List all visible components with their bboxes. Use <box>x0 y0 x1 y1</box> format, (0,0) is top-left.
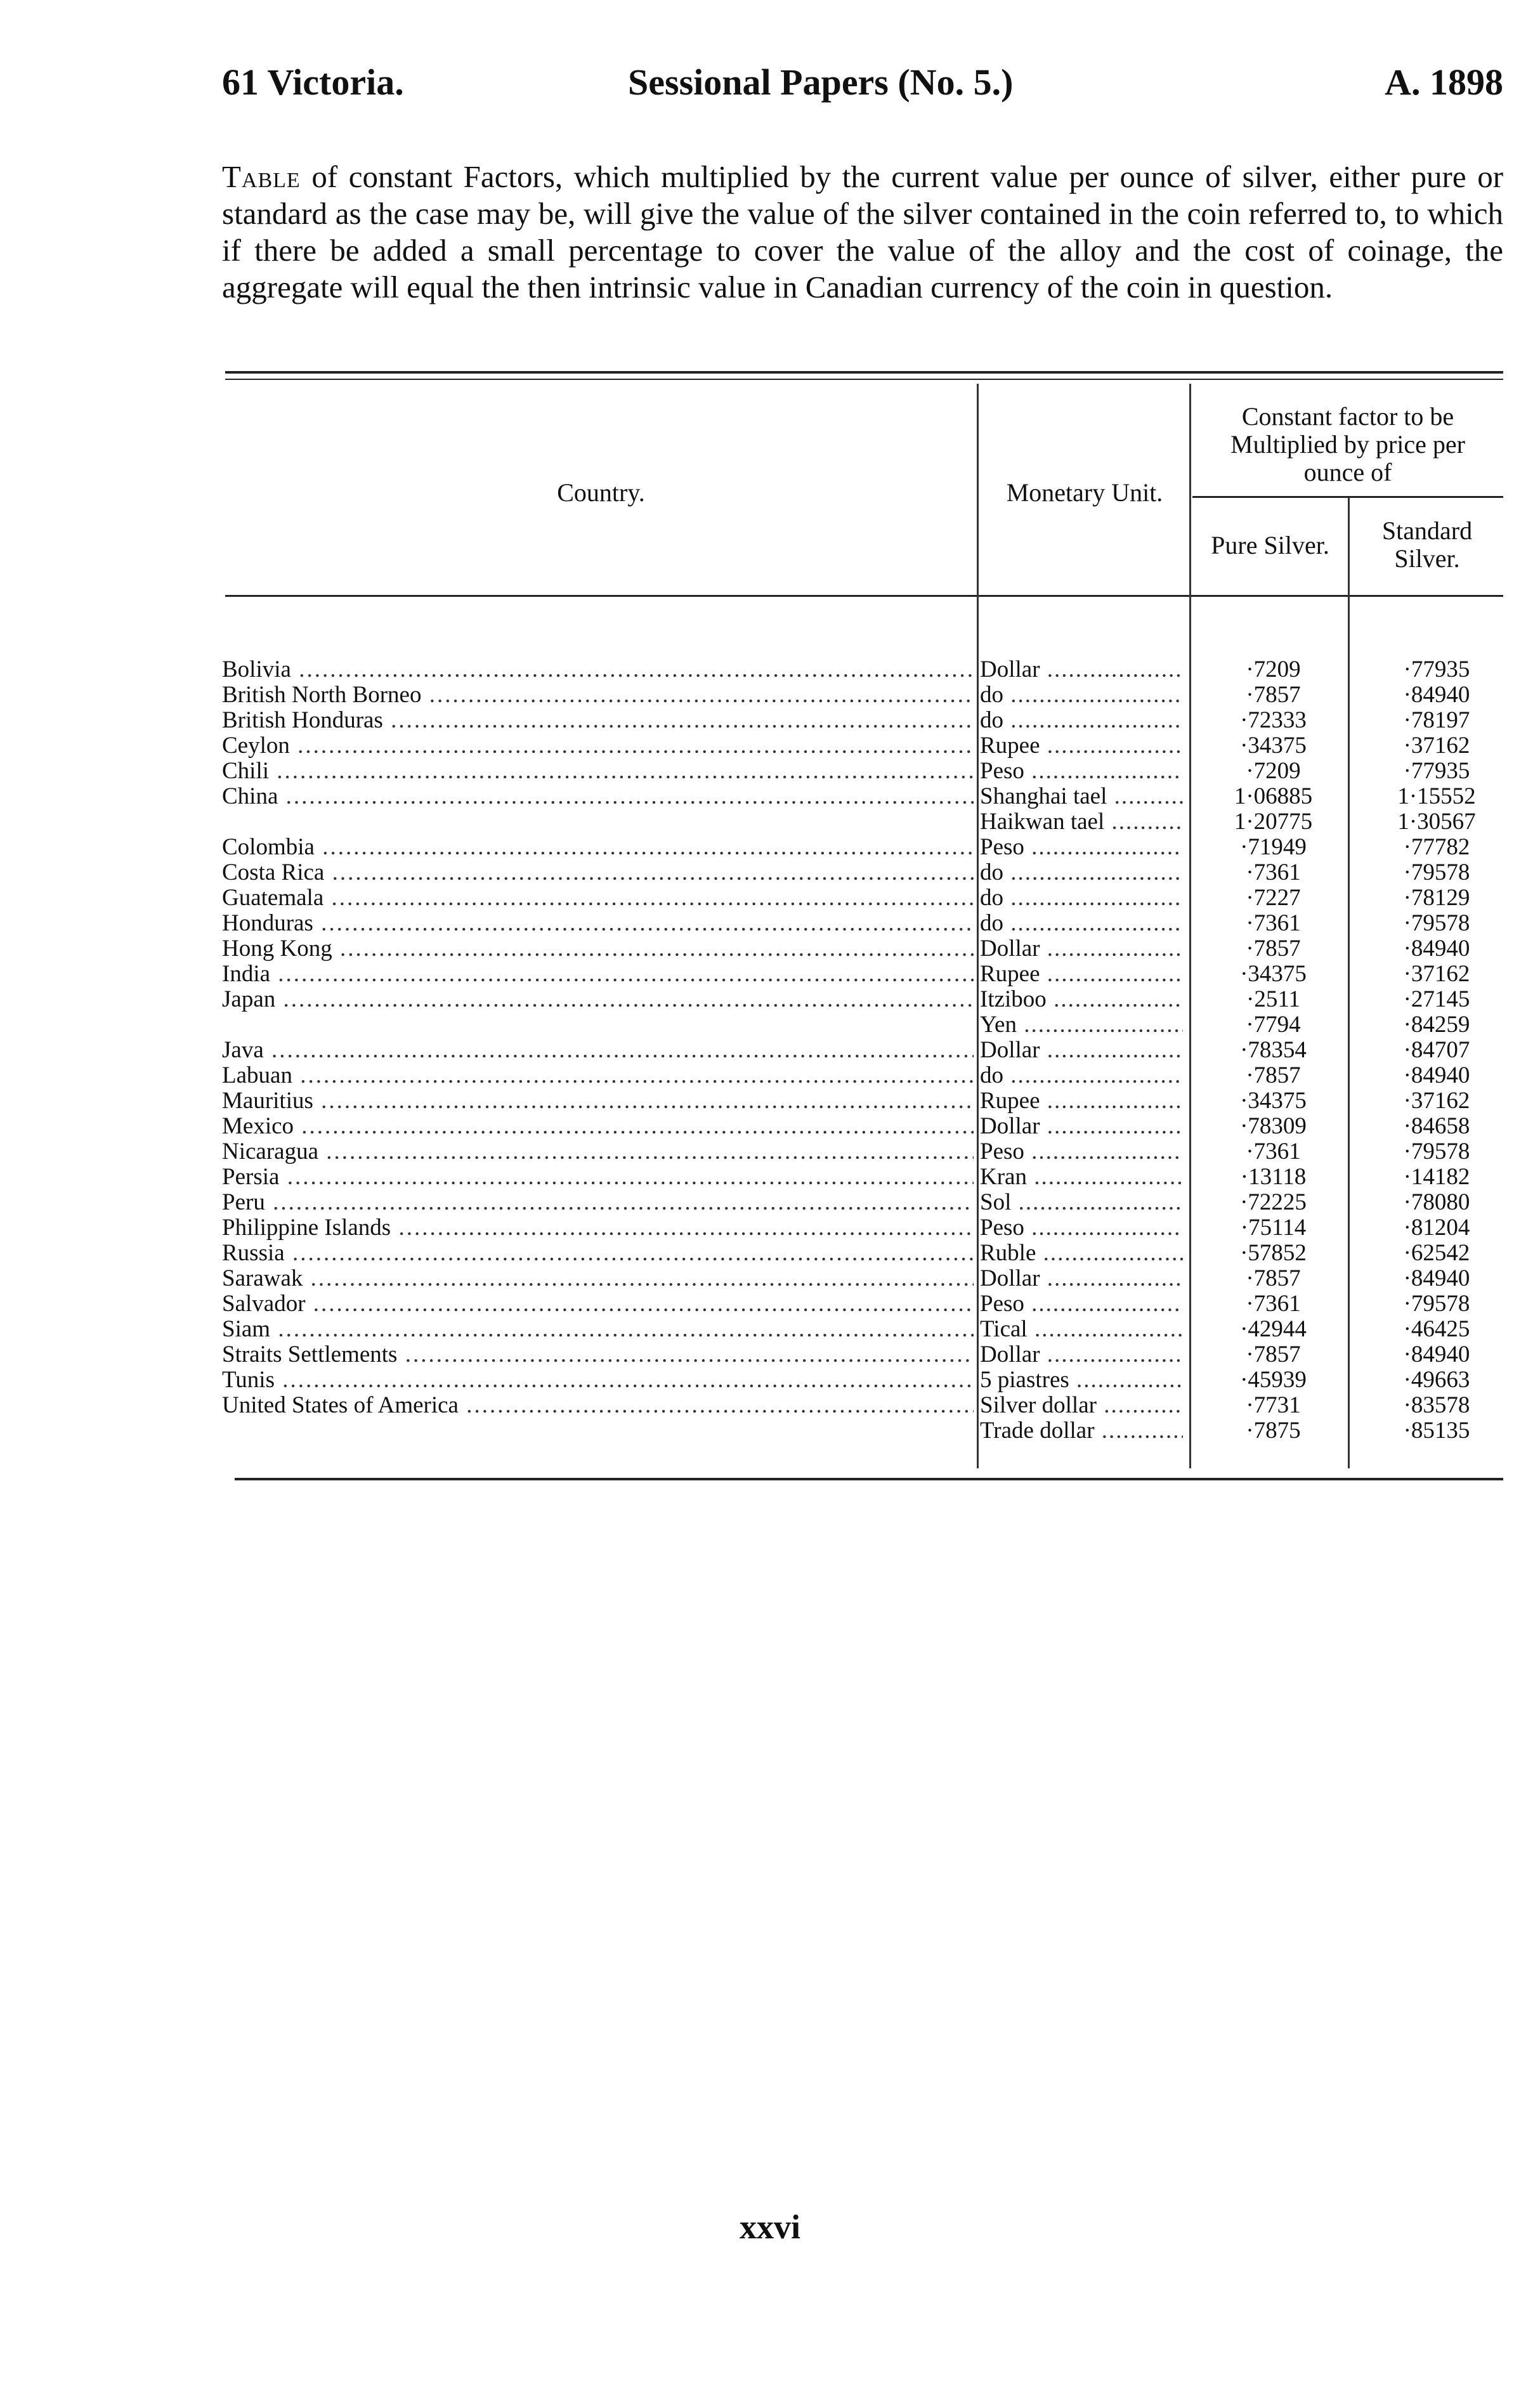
table-row <box>222 1012 1503 1038</box>
table-row <box>222 1165 1503 1190</box>
pure-silver-cell: ·7857 <box>1246 936 1301 962</box>
standard-silver-cell: ·84940 <box>1403 936 1470 962</box>
table-row <box>222 1139 1503 1165</box>
monetary-unit-cell: Peso ..... <box>980 759 1183 784</box>
pure-silver-cell: ·71949 <box>1240 834 1307 860</box>
header-bottom-rule <box>225 595 1503 597</box>
pure-silver-cell: ·13118 <box>1240 1164 1307 1190</box>
standard-silver-cell: 1·30567 <box>1397 809 1476 835</box>
pure-silver-cell: ·42944 <box>1240 1316 1307 1342</box>
table-row <box>222 1114 1503 1139</box>
monetary-unit-cell: Peso ..... <box>980 1215 1183 1241</box>
standard-silver-cell: ·14182 <box>1403 1164 1470 1190</box>
standard-silver-cell: ·84940 <box>1403 1341 1470 1367</box>
country-cell: Colombia ..... <box>222 835 974 860</box>
country-cell: Tunis ..... <box>222 1367 974 1393</box>
country-cell: Mexico ..... <box>222 1114 974 1139</box>
table-bottom-rule <box>235 1478 1503 1480</box>
standard-silver-cell: ·62542 <box>1403 1240 1470 1266</box>
pure-silver-cell: ·7209 <box>1246 758 1301 784</box>
standard-silver-cell: 1·15552 <box>1397 783 1476 809</box>
country-cell: Guatemala ..... <box>222 885 974 911</box>
table-row <box>222 1342 1503 1367</box>
table-top-rule-2 <box>225 379 1503 380</box>
standard-silver-cell: ·77935 <box>1403 758 1470 784</box>
table-row <box>222 809 1503 835</box>
country-cell: Java ..... <box>222 1038 974 1063</box>
table-row <box>222 936 1503 962</box>
country-cell: Russia ..... <box>222 1241 974 1266</box>
pure-silver-cell: ·7361 <box>1246 1291 1301 1317</box>
monetary-unit-cell: Dollar ..... <box>980 936 1183 962</box>
standard-silver-cell: ·84940 <box>1403 1062 1470 1088</box>
standard-silver-cell: ·84940 <box>1403 1265 1470 1291</box>
monetary-unit-cell: Peso ..... <box>980 835 1183 860</box>
pure-silver-cell: ·34375 <box>1240 733 1307 759</box>
pure-silver-cell: ·7361 <box>1246 1139 1301 1165</box>
standard-silver-cell: ·46425 <box>1403 1316 1470 1342</box>
table-row <box>222 1088 1503 1114</box>
country-cell: Hong Kong ..... <box>222 936 974 962</box>
monetary-unit-cell: Dollar ..... <box>980 1342 1183 1367</box>
standard-silver-cell: ·79578 <box>1403 1291 1470 1317</box>
pure-silver-cell: 1·06885 <box>1234 783 1313 809</box>
country-cell: Salvador ..... <box>222 1291 974 1317</box>
table-row <box>222 1241 1503 1266</box>
monetary-unit-cell: Peso ..... <box>980 1139 1183 1165</box>
standard-silver-cell: ·37162 <box>1403 1088 1470 1114</box>
table-row <box>222 708 1503 733</box>
country-cell: Mauritius ..... <box>222 1088 974 1114</box>
header-country: Country. <box>557 478 645 507</box>
monetary-unit-cell: do ..... <box>980 860 1183 885</box>
standard-silver-cell: ·78197 <box>1403 707 1470 733</box>
table-row <box>222 1266 1503 1291</box>
monetary-unit-cell: Sol ..... <box>980 1190 1183 1215</box>
pure-silver-cell: ·7857 <box>1246 1265 1301 1291</box>
standard-silver-cell: ·49663 <box>1403 1367 1470 1393</box>
standard-silver-cell: ·84259 <box>1403 1012 1470 1038</box>
monetary-unit-cell: Dollar ..... <box>980 1038 1183 1063</box>
country-cell: Honduras ..... <box>222 911 974 936</box>
monetary-unit-cell: Yen ..... <box>980 1012 1183 1038</box>
table-row <box>222 1418 1503 1444</box>
monetary-unit-cell: Rupee ..... <box>980 962 1183 987</box>
caption-lead: Table <box>222 159 301 194</box>
table-row <box>222 835 1503 860</box>
pure-silver-cell: ·78309 <box>1240 1113 1307 1139</box>
table-caption <box>222 159 1503 306</box>
pure-silver-cell: ·72225 <box>1240 1189 1307 1215</box>
standard-silver-cell: ·84707 <box>1403 1037 1470 1063</box>
header-pure-silver: Pure Silver. <box>1211 531 1329 559</box>
country-cell: Siam ..... <box>222 1317 974 1342</box>
monetary-unit-cell: Itziboo ..... <box>980 987 1183 1012</box>
running-header <box>222 61 1503 118</box>
table-row <box>222 1063 1503 1088</box>
table-row <box>222 733 1503 759</box>
country-cell: Bolivia ..... <box>222 657 974 682</box>
monetary-unit-cell: Trade dollar ..... <box>980 1418 1183 1444</box>
standard-silver-cell: ·85135 <box>1403 1418 1470 1444</box>
standard-silver-cell: ·37162 <box>1403 733 1470 759</box>
pure-silver-cell: ·7227 <box>1246 885 1301 911</box>
standard-silver-cell: ·79578 <box>1403 910 1470 936</box>
pure-silver-cell: ·7875 <box>1246 1418 1301 1444</box>
table-row <box>222 885 1503 911</box>
standard-silver-cell: ·79578 <box>1403 1139 1470 1165</box>
table-row <box>222 1367 1503 1393</box>
pure-silver-cell: ·7857 <box>1246 1341 1301 1367</box>
table-row <box>222 1190 1503 1215</box>
standard-silver-cell: ·79578 <box>1403 859 1470 885</box>
header-standard-silver: Standard Silver. <box>1381 516 1473 573</box>
country-cell: Straits Settlements ..... <box>222 1342 974 1367</box>
monetary-unit-cell: Dollar ..... <box>980 1266 1183 1291</box>
monetary-unit-cell: do ..... <box>980 911 1183 936</box>
monetary-unit-cell: Ruble ..... <box>980 1241 1183 1266</box>
header-title: Sessional Papers (No. 5.) <box>628 62 1014 103</box>
monetary-unit-cell: Silver dollar ..... <box>980 1393 1183 1418</box>
pure-silver-cell: ·7731 <box>1246 1392 1301 1418</box>
standard-silver-cell: ·27145 <box>1403 986 1470 1012</box>
standard-silver-cell: ·78080 <box>1403 1189 1470 1215</box>
monetary-unit-cell: Kran ..... <box>980 1165 1183 1190</box>
monetary-unit-cell: do ..... <box>980 682 1183 708</box>
standard-silver-cell: ·77782 <box>1403 834 1470 860</box>
pure-silver-cell: ·7361 <box>1246 859 1301 885</box>
table-top-rule <box>225 371 1503 374</box>
country-cell: Costa Rica ..... <box>222 860 974 885</box>
country-cell: United States of America ..... <box>222 1393 974 1418</box>
country-cell: Japan ..... <box>222 987 974 1012</box>
standard-silver-cell: ·84658 <box>1403 1113 1470 1139</box>
pure-silver-cell: ·34375 <box>1240 1088 1307 1114</box>
monetary-unit-cell: do ..... <box>980 885 1183 911</box>
pure-silver-cell: ·45939 <box>1240 1367 1307 1393</box>
monetary-unit-cell: Rupee ..... <box>980 1088 1183 1114</box>
table-row <box>222 1215 1503 1241</box>
pure-silver-cell: ·2511 <box>1246 986 1300 1012</box>
monetary-unit-cell: do ..... <box>980 1063 1183 1088</box>
pure-silver-cell: ·78354 <box>1240 1037 1307 1063</box>
country-cell: British Honduras ..... <box>222 708 974 733</box>
pure-silver-cell: ·57852 <box>1240 1240 1307 1266</box>
pure-silver-cell: ·34375 <box>1240 961 1307 987</box>
header-session: 61 Victoria. <box>222 62 404 103</box>
standard-silver-cell: ·84940 <box>1403 682 1470 708</box>
page-number: xxvi <box>739 2208 800 2246</box>
pure-silver-cell: ·7209 <box>1246 656 1301 682</box>
header-monetary-unit: Monetary Unit. <box>1006 478 1163 507</box>
monetary-unit-cell: Shanghai tael ..... <box>980 784 1183 809</box>
pure-silver-cell: 1·20775 <box>1234 809 1313 835</box>
country-cell: Philippine Islands ..... <box>222 1215 974 1241</box>
country-cell: Labuan ..... <box>222 1063 974 1088</box>
country-cell: Persia ..... <box>222 1165 974 1190</box>
table-row <box>222 784 1503 809</box>
pure-silver-cell: ·7361 <box>1246 910 1301 936</box>
standard-silver-cell: ·81204 <box>1403 1215 1470 1241</box>
country-cell: Nicaragua ..... <box>222 1139 974 1165</box>
table-row <box>222 962 1503 987</box>
standard-silver-cell: ·77935 <box>1403 656 1470 682</box>
table-row <box>222 1038 1503 1063</box>
pure-silver-cell: ·7857 <box>1246 682 1301 708</box>
table-row <box>222 657 1503 682</box>
pure-silver-cell: ·75114 <box>1240 1215 1307 1241</box>
standard-silver-cell: ·37162 <box>1403 961 1470 987</box>
table-row <box>222 1393 1503 1418</box>
country-cell: India ..... <box>222 962 974 987</box>
table-body <box>222 657 1503 1444</box>
monetary-unit-cell: Peso ..... <box>980 1291 1183 1317</box>
table-row <box>222 1317 1503 1342</box>
monetary-unit-cell: 5 piastres ..... <box>980 1367 1183 1393</box>
country-cell: Ceylon ..... <box>222 733 974 759</box>
monetary-unit-cell: Tical ..... <box>980 1317 1183 1342</box>
country-cell: China ..... <box>222 784 974 809</box>
caption-text: of constant Factors, which multiplied by the current value per ounce of silver, either pure or standard as the case may be, will give the value of the silver contained in the coin referred to, to which if there be added a small percentage to cover the value of the alloy and the cost of coinage, the aggregate will equal the then intrinsic value in Canadian currency of the coin in question. <box>222 159 1504 304</box>
monetary-unit-cell: do ..... <box>980 708 1183 733</box>
header-factor-group: Constant factor to be Multiplied by price per ounce of <box>1230 402 1465 486</box>
pure-silver-cell: ·72333 <box>1240 707 1307 733</box>
table-row <box>222 759 1503 784</box>
monetary-unit-cell: Haikwan tael ..... <box>980 809 1183 835</box>
table-row <box>222 987 1503 1012</box>
header-year: A. 1898 <box>1385 62 1503 103</box>
country-cell: British North Borneo ..... <box>222 682 974 708</box>
pure-silver-cell: ·7857 <box>1246 1062 1301 1088</box>
table-row <box>222 682 1503 708</box>
country-cell: Chili ..... <box>222 759 974 784</box>
standard-silver-cell: ·78129 <box>1403 885 1470 911</box>
monetary-unit-cell: Dollar ..... <box>980 1114 1183 1139</box>
monetary-unit-cell: Dollar ..... <box>980 657 1183 682</box>
country-cell: Peru ..... <box>222 1190 974 1215</box>
standard-silver-cell: ·83578 <box>1403 1392 1470 1418</box>
table-row <box>222 1291 1503 1317</box>
table-row <box>222 860 1503 885</box>
pure-silver-cell: ·7794 <box>1246 1012 1301 1038</box>
monetary-unit-cell: Rupee ..... <box>980 733 1183 759</box>
table-row <box>222 911 1503 936</box>
country-cell: Sarawak ..... <box>222 1266 974 1291</box>
